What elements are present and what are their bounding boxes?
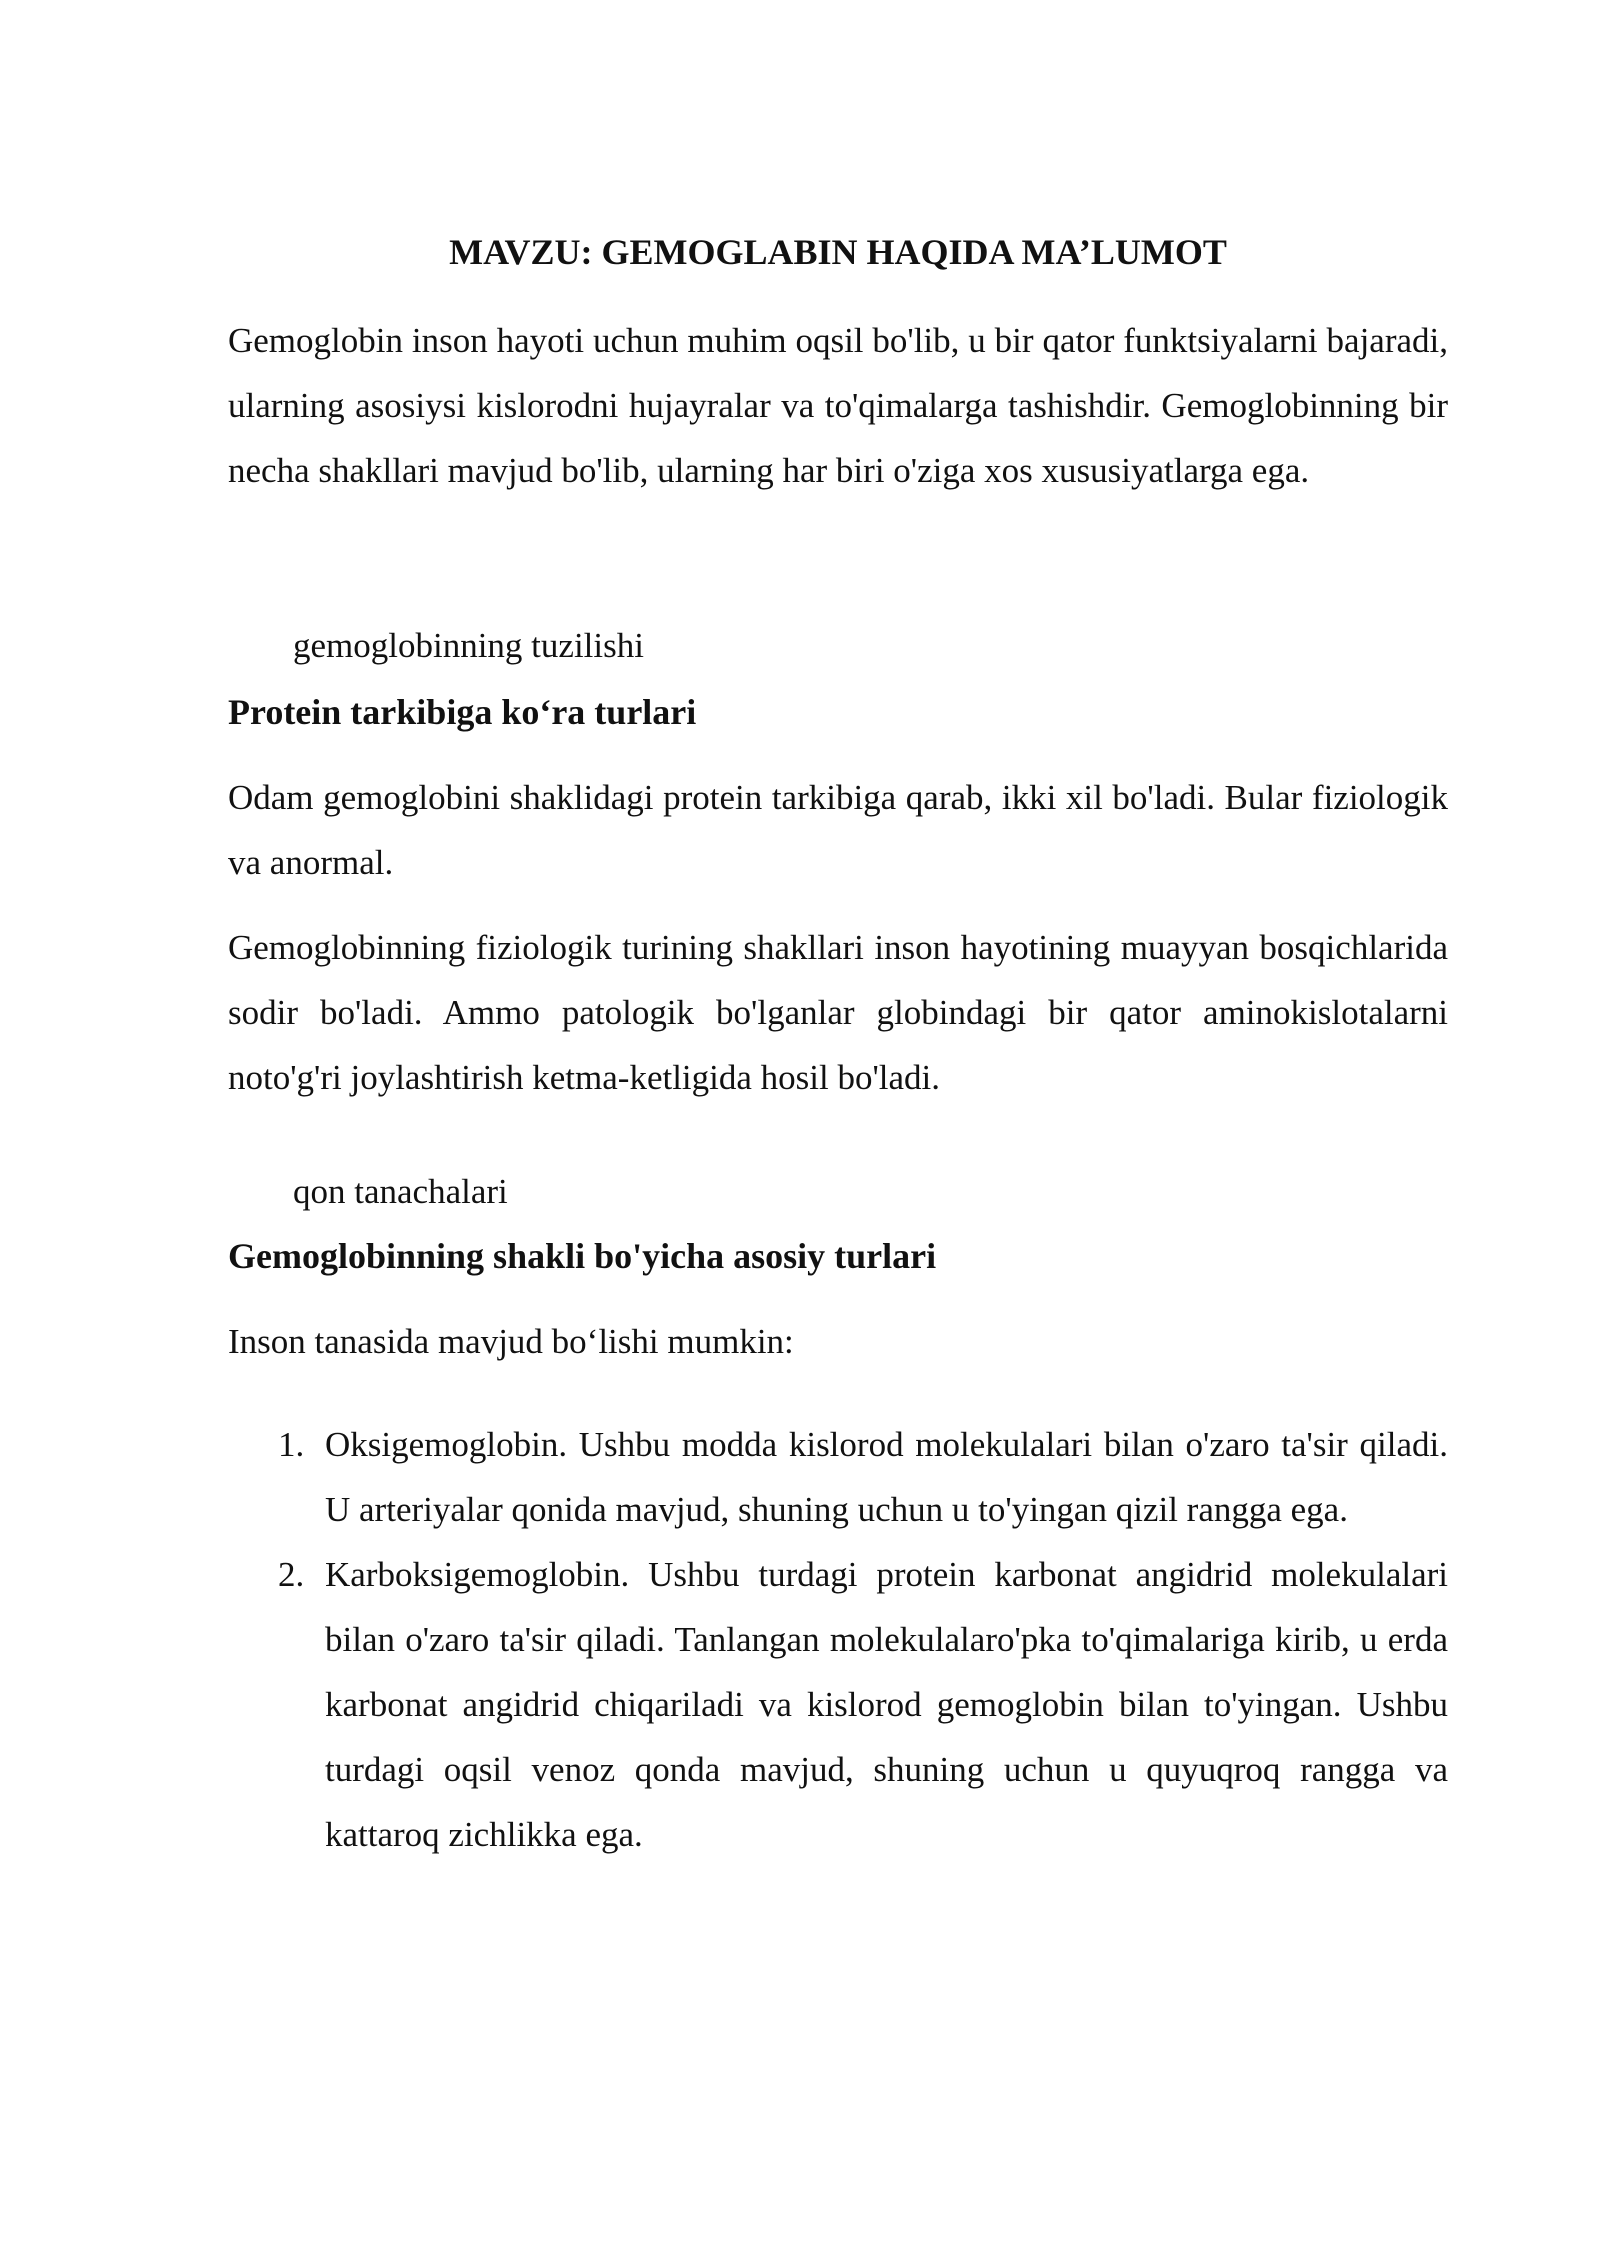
body-forms-intro: Inson tanasida mavjud bo‘lishi mumkin:: [228, 1322, 794, 1361]
intro-paragraph: Gemoglobin inson hayoti uchun muhim oqsil bo'lib, u bir qator funktsiyalarni bajaradi, ularning asosiysi kislorodni hujayralar va to'qimalarga tashishdir. Gemoglobinning bir necha shakllari mavjud bo'lib, ularning har biri o'ziga xos xususiyatlarga ega.: [228, 321, 1448, 490]
list-item: [278, 1412, 1448, 1542]
hemoglobin-types-list: [278, 1412, 1448, 1867]
list-item-number: 1.: [278, 1425, 305, 1464]
list-item-number: 2.: [278, 1555, 305, 1594]
document-title: MAVZU: GEMOGLABIN HAQIDA MA’LUMOT: [449, 232, 1227, 272]
section-label-structure: gemoglobinning tuzilishi: [293, 626, 644, 665]
physiological-forms-paragraph: Gemoglobinning fiziologik turining shakllari inson hayotining muayyan bosqichlarida sodir bo'ladi. Ammo patologik bo'lganlar globindagi bir qator aminokislotalarni noto'g'ri joylashtirish ketma-ketligida hosil bo'ladi.: [228, 928, 1448, 1097]
protein-composition-paragraph: Odam gemoglobini shaklidagi protein tarkibiga qarab, ikki xil bo'ladi. Bular fiziologik va anormal.: [228, 778, 1448, 882]
list-item: [278, 1542, 1448, 1867]
section-label-blood-cells: qon tanachalari: [293, 1172, 508, 1211]
section-heading-protein-types: Protein tarkibiga ko‘ra turlari: [228, 692, 697, 732]
list-item-text: Karboksigemoglobin. Ushbu turdagi protein karbonat angidrid molekulalari bilan o'zaro ta'sir qiladi. Tanlangan molekulalaro'pka to'qimalariga kirib, u erda karbonat angidrid chiqariladi va kislorod gemoglobin bilan to'yingan. Ushbu turdagi oqsil venoz qonda mavjud, shuning uchun u quyuqroq rangga va kattaroq zichlikka ega.: [325, 1555, 1448, 1854]
section-heading-shape-types: Gemoglobinning shakli bo'yicha asosiy turlari: [228, 1236, 937, 1276]
document-page: [228, 0, 1448, 2262]
list-item-text: Oksigemoglobin. Ushbu modda kislorod molekulalari bilan o'zaro ta'sir qiladi. U arteriyalar qonida mavjud, shuning uchun u to'yingan qizil rangga ega.: [325, 1425, 1448, 1529]
